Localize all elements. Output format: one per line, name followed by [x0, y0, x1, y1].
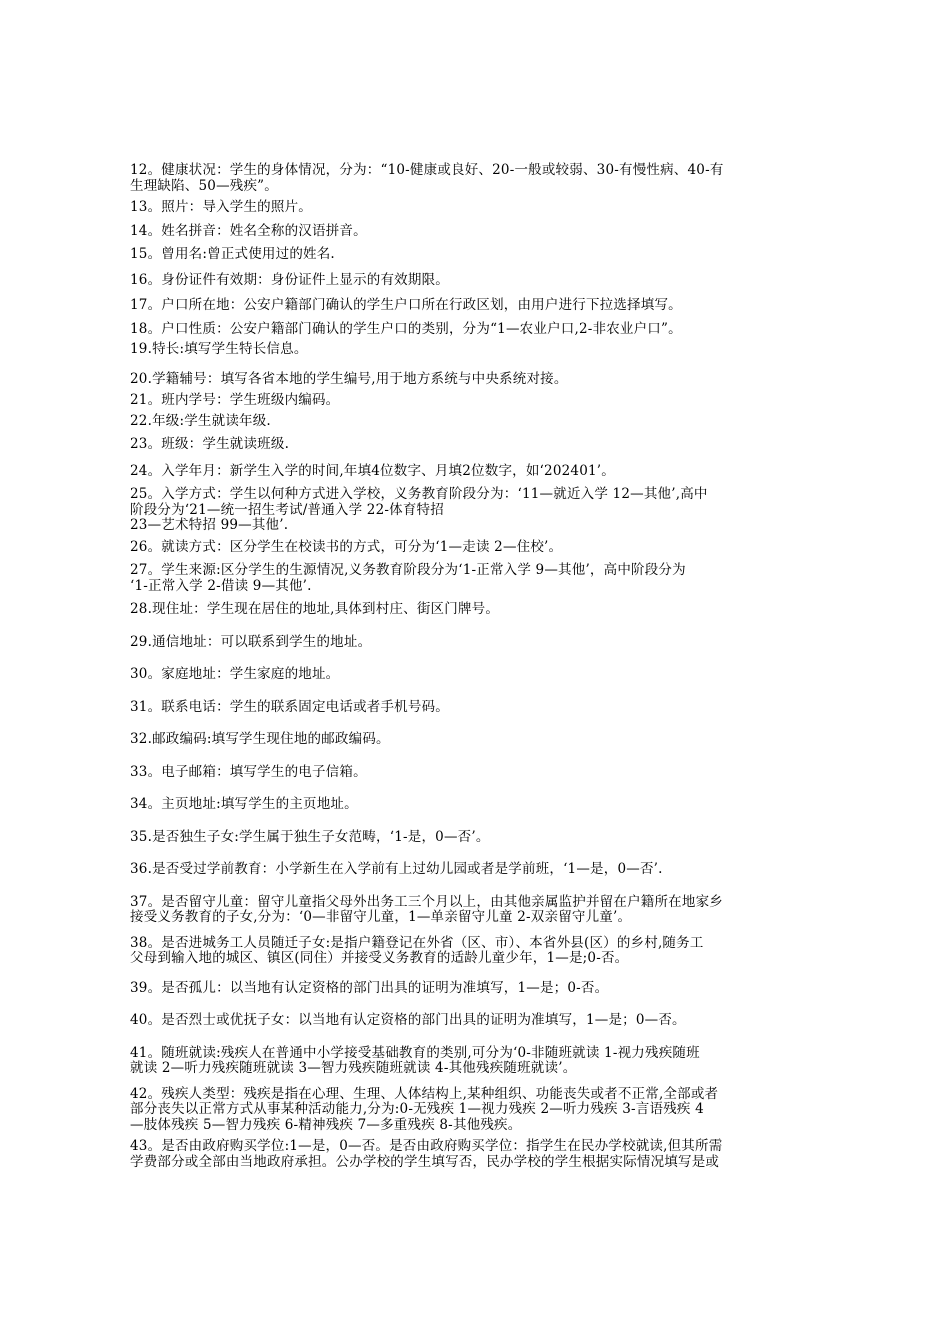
text-line: 36.是否受过学前教育：小学新生在入学前有上过幼儿园或者是学前班，‘1—是，0—否’.	[130, 861, 663, 877]
list-item	[130, 700, 820, 716]
text-line: 17。户口所在地：公安户籍部门确认的学生户口所在行政区划，由用户进行下拉选择填写。	[130, 297, 682, 313]
text-line: 37。是否留守儿童：留守儿童指父母外出务工三个月以上，由其他亲属监护并留在户籍所在地家乡	[130, 893, 723, 910]
text-line: 19.特长:填写学生特长信息。	[130, 341, 308, 357]
text-line: 父母到输入地的城区、镇区(同住）并接受义务教育的适龄儿童少年，1—是;0-否。	[130, 950, 629, 966]
text-line: 15。曾用名:曾正式使用过的姓名.	[130, 246, 335, 262]
list-item	[130, 765, 820, 781]
text-line: 39。是否孤儿：以当地有认定资格的部门出具的证明为准填写，1—是；0-否。	[130, 979, 609, 996]
text-line: 33。电子邮箱：填写学生的电子信箱。	[130, 763, 367, 780]
list-item	[130, 732, 820, 748]
list-item	[130, 298, 820, 314]
list-item	[130, 602, 820, 618]
list-item	[130, 895, 820, 926]
text-line: 32.邮政编码:填写学生现住地的邮政编码。	[130, 731, 390, 747]
list-item	[130, 797, 820, 813]
text-line: ‘1-正常入学 2-借读 9—其他’.	[130, 577, 312, 594]
text-line: 18。户口性质：公安户籍部门确认的学生户口的类别，分为“1—农业户口,2-非农业户口”。	[130, 320, 682, 337]
list-item	[130, 437, 820, 453]
text-line: 接受义务教育的子女,分为：‘0—非留守儿童，1—单亲留守儿童 2-双亲留守儿童’。	[130, 909, 632, 925]
text-line: 29.通信地址：可以联系到学生的地址。	[130, 633, 372, 650]
list-item	[130, 563, 820, 594]
text-line: 23—艺术特招 99—其他’.	[130, 517, 289, 533]
text-line: 34。主页地址:填写学生的主页地址。	[130, 796, 358, 812]
list-item	[130, 464, 820, 480]
text-line: 学费部分或全部由当地政府承担。公办学校的学生填写否，民办学校的学生根据实际情况填写是或	[130, 1153, 720, 1170]
text-line: 40。是否烈士或优抚子女：以当地有认定资格的部门出具的证明为准填写，1—是；0—否。	[130, 1012, 686, 1028]
list-item	[130, 981, 820, 997]
list-item	[130, 342, 820, 358]
list-item	[130, 936, 820, 967]
text-line: 31。联系电话：学生的联系固定电话或者手机号码。	[130, 698, 449, 715]
list-item	[130, 414, 820, 430]
list-item	[130, 487, 820, 534]
text-line: 25。入学方式：学生以何种方式进入学校，义务教育阶段分为：‘11—就近入学 12—其他’,高中	[130, 486, 708, 502]
text-line: 22.年级:学生就读年级.	[130, 412, 271, 429]
text-line: 就读 2—听力残疾随班就读 3—智力残疾随班就读 4-其他残疾随班就读’。	[130, 1060, 577, 1076]
text-line: 21。班内学号：学生班级内编码。	[130, 392, 340, 408]
text-line: 38。是否进城务工人员随迁子女:是指户籍登记在外省（区、市）、本省外县(区）的乡村,随务工	[130, 934, 704, 951]
list-item	[130, 1046, 820, 1077]
text-line: 35.是否独生子女:学生属于独生子女范畴，‘1-是，0—否’。	[130, 828, 490, 845]
text-line: 20.学籍辅号：填写各省本地的学生编号,用于地方系统与中央系统对接。	[130, 370, 568, 387]
text-line: 24。入学年月：新学生入学的时间,年填4位数字、月填2位数字，如‘202401’。	[130, 462, 615, 479]
list-item	[130, 1013, 820, 1029]
list-item	[130, 393, 820, 409]
text-line: 生理缺陷、50—残疾”。	[130, 177, 278, 194]
list-item	[130, 635, 820, 651]
text-line: 14。姓名拼音：姓名全称的汉语拼音。	[130, 222, 367, 239]
text-line: 阶段分为‘21—统一招生考试/普通入学 22-体育特招	[130, 501, 444, 518]
text-line: 27。学生来源:区分学生的生源情况,义务教育阶段分为‘1-正常入学 9—其他’，高中阶段分为	[130, 562, 686, 578]
text-line: 41。随班就读:残疾人在普通中小学接受基础教育的类别,可分为‘0-非随班就读 1-视力残疾随班	[130, 1044, 700, 1061]
list-item	[130, 273, 820, 289]
list-item	[130, 540, 820, 556]
list-item	[130, 372, 820, 388]
list-item	[130, 1087, 820, 1134]
text-line: 13。照片：导入学生的照片。	[130, 199, 312, 215]
list-item	[130, 322, 820, 338]
text-line: 26。就读方式：区分学生在校读书的方式，可分为‘1—走读 2—住校’。	[130, 538, 563, 555]
text-line: 23。班级：学生就读班级.	[130, 436, 290, 452]
list-item	[130, 247, 820, 263]
text-line: 42。残疾人类型：残疾是指在心理、生理、人体结构上,某种组织、功能丧失或者不正常,全部或者	[130, 1085, 719, 1102]
list-item	[130, 200, 820, 216]
text-line: 30。家庭地址：学生家庭的地址。	[130, 666, 340, 682]
text-line: 16。身份证件有效期：身份证件上显示的有效期限。	[130, 271, 449, 288]
list-item	[130, 830, 820, 846]
text-line: 12。健康状况：学生的身体情况，分为：“10-健康或良好、20-一般或较弱、30-有慢性病、40-有	[130, 162, 724, 178]
text-line: 28.现住址：学生现在居住的地址,具体到村庄、街区门牌号。	[130, 601, 500, 617]
text-line: 部分丧失以正常方式从事某种活动能力,分为:0-无残疾 1—视力残疾 2—听力残疾 3-言语残疾 4	[130, 1101, 704, 1117]
list-item	[130, 1139, 820, 1170]
list-item	[130, 862, 820, 878]
list-item	[130, 224, 820, 240]
document-body	[130, 163, 820, 1170]
list-item	[130, 667, 820, 683]
text-line: —肢体残疾 5—智力残疾 6-精神残疾 7—多重残疾 8-其他残疾。	[130, 1116, 522, 1133]
list-item	[130, 163, 820, 194]
text-line: 43。是否由政府购买学位:1—是，0—否。是否由政府购买学位：指学生在民办学校就读,但其所需	[130, 1138, 723, 1154]
